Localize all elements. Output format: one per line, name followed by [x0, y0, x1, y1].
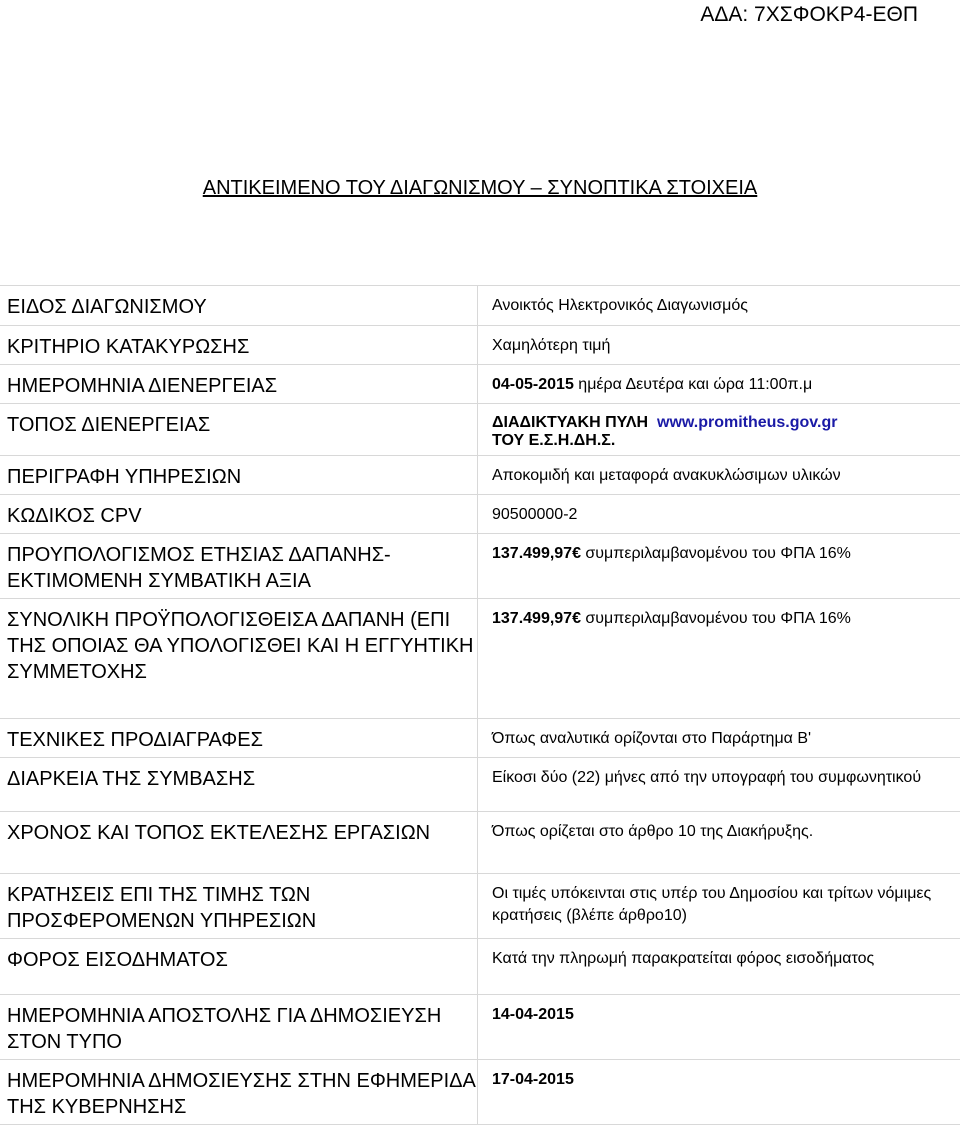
- row-label: ΧΡΟΝΟΣ ΚΑΙ ΤΟΠΟΣ ΕΚΤΕΛΕΣΗΣ ΕΡΓΑΣΙΩΝ: [0, 812, 478, 874]
- portal-link[interactable]: www.promitheus.gov.gr: [657, 414, 838, 431]
- row-label: ΣΥΝΟΛΙΚΗ ΠΡΟΫΠΟΛΟΓΙΣΘΕΙΣΑ ΔΑΠΑΝΗ (ΕΠΙ ΤΗΣ ΟΠΟΙΑΣ ΘΑ ΥΠΟΛΟΓΙΣΘΕΙ ΚΑΙ Η ΕΓΓΥΗΤΙΚΗ ΣΥΜΜΕΤΟΧΗΣ: [0, 599, 478, 719]
- row-label: ΗΜΕΡΟΜΗΝΙΑ ΔΙΕΝΕΡΓΕΙΑΣ: [0, 365, 478, 404]
- row-label: ΠΡΟΥΠΟΛΟΓΙΣΜΟΣ ΕΤΗΣΙΑΣ ΔΑΠΑΝΗΣ-ΕΚΤΙΜΟΜΕΝΗ ΣΥΜΒΑΤΙΚΗ ΑΞΙΑ: [0, 534, 478, 599]
- row-value: Οι τιμές υπόκεινται στις υπέρ του Δημοσίου και τρίτων νόμιμες κρατήσεις (βλέπε άρθρο10): [478, 874, 960, 939]
- portal-label: ΔΙΑΔΙΚΤΥΑΚΗ ΠΥΛΗ: [492, 414, 649, 431]
- row-label: ΤΟΠΟΣ ΔΙΕΝΕΡΓΕΙΑΣ: [0, 404, 478, 456]
- table-row: [0, 599, 960, 719]
- table-row: [0, 495, 960, 534]
- table-row: [0, 326, 960, 365]
- row-value: 90500000-2: [478, 495, 960, 534]
- table-row: [0, 874, 960, 939]
- row-value: [478, 599, 960, 719]
- row-label: ΠΕΡΙΓΡΑΦΗ ΥΠΗΡΕΣΙΩΝ: [0, 456, 478, 495]
- row-value: [478, 365, 960, 404]
- table-row: [0, 719, 960, 758]
- table-row: [0, 286, 960, 326]
- amount-value: 137.499,97€: [492, 610, 581, 627]
- row-label: ΕΙΔΟΣ ΔΙΑΓΩΝΙΣΜΟΥ: [0, 286, 478, 326]
- table-row: [0, 812, 960, 874]
- table-row: [0, 365, 960, 404]
- amount-note: συμπεριλαμβανομένου του ΦΠΑ 16%: [580, 545, 851, 562]
- date-details: ημέρα Δευτέρα και ώρα 11:00π.μ: [573, 376, 813, 393]
- table-row: [0, 534, 960, 599]
- row-label: ΚΡΑΤΗΣΕΙΣ ΕΠΙ ΤΗΣ ΤΙΜΗΣ ΤΩΝ ΠΡΟΣΦΕΡΟΜΕΝΩΝ ΥΠΗΡΕΣΙΩΝ: [0, 874, 478, 939]
- row-value: [478, 404, 960, 456]
- table-row: [0, 1060, 960, 1125]
- row-label: ΚΩΔΙΚΟΣ CPV: [0, 495, 478, 534]
- date-value: 04-05-2015: [492, 376, 574, 393]
- row-value: Αποκομιδή και μεταφορά ανακυκλώσιμων υλικών: [478, 456, 960, 495]
- summary-table: [0, 285, 960, 1125]
- row-value: [478, 534, 960, 599]
- row-label: ΗΜΕΡΟΜΗΝΙΑ ΑΠΟΣΤΟΛΗΣ ΓΙΑ ΔΗΜΟΣΙΕΥΣΗ ΣΤΟΝ ΤΥΠΟ: [0, 995, 478, 1060]
- row-value: Κατά την πληρωμή παρακρατείται φόρος εισοδήματος: [478, 939, 960, 995]
- row-value: Χαμηλότερη τιμή: [478, 326, 960, 365]
- row-value: Ανοικτός Ηλεκτρονικός Διαγωνισμός: [478, 286, 960, 326]
- table-row: [0, 939, 960, 995]
- row-label: ΚΡΙΤΗΡΙΟ ΚΑΤΑΚΥΡΩΣΗΣ: [0, 326, 478, 365]
- row-value: Όπως ορίζεται στο άρθρο 10 της Διακήρυξης.: [478, 812, 960, 874]
- table-row: [0, 995, 960, 1060]
- ada-code: ΑΔΑ: 7ΧΣΦΟΚΡ4-ΕΘΠ: [700, 3, 918, 26]
- row-label: ΤΕΧΝΙΚΕΣ ΠΡΟΔΙΑΓΡΑΦΕΣ: [0, 719, 478, 758]
- row-value: Είκοσι δύο (22) μήνες από την υπογραφή του συμφωνητικού: [478, 758, 960, 812]
- amount-note: συμπεριλαμβανομένου του ΦΠΑ 16%: [580, 610, 851, 627]
- row-label: ΔΙΑΡΚΕΙΑ ΤΗΣ ΣΥΜΒΑΣΗΣ: [0, 758, 478, 812]
- row-label: ΦΟΡΟΣ ΕΙΣΟΔΗΜΑΤΟΣ: [0, 939, 478, 995]
- document-title: ΑΝΤΙΚΕΙΜΕΝΟ ΤΟΥ ΔΙΑΓΩΝΙΣΜΟΥ – ΣΥΝΟΠΤΙΚΑ ΣΤΟΙΧΕΙΑ: [202, 177, 758, 199]
- table-row: [0, 404, 960, 456]
- table-row: [0, 758, 960, 812]
- row-value: 17-04-2015: [478, 1060, 960, 1125]
- row-label: ΗΜΕΡΟΜΗΝΙΑ ΔΗΜΟΣΙΕΥΣΗΣ ΣΤΗΝ ΕΦΗΜΕΡΙΔΑ ΤΗΣ ΚΥΒΕΡΝΗΣΗΣ: [0, 1060, 478, 1125]
- row-value: 14-04-2015: [478, 995, 960, 1060]
- portal-owner: ΤΟΥ Ε.Σ.Η.ΔΗ.Σ.: [492, 432, 616, 449]
- row-value: Όπως αναλυτικά ορίζονται στο Παράρτημα Β': [478, 719, 960, 758]
- amount-value: 137.499,97€: [492, 545, 581, 562]
- table-row: [0, 456, 960, 495]
